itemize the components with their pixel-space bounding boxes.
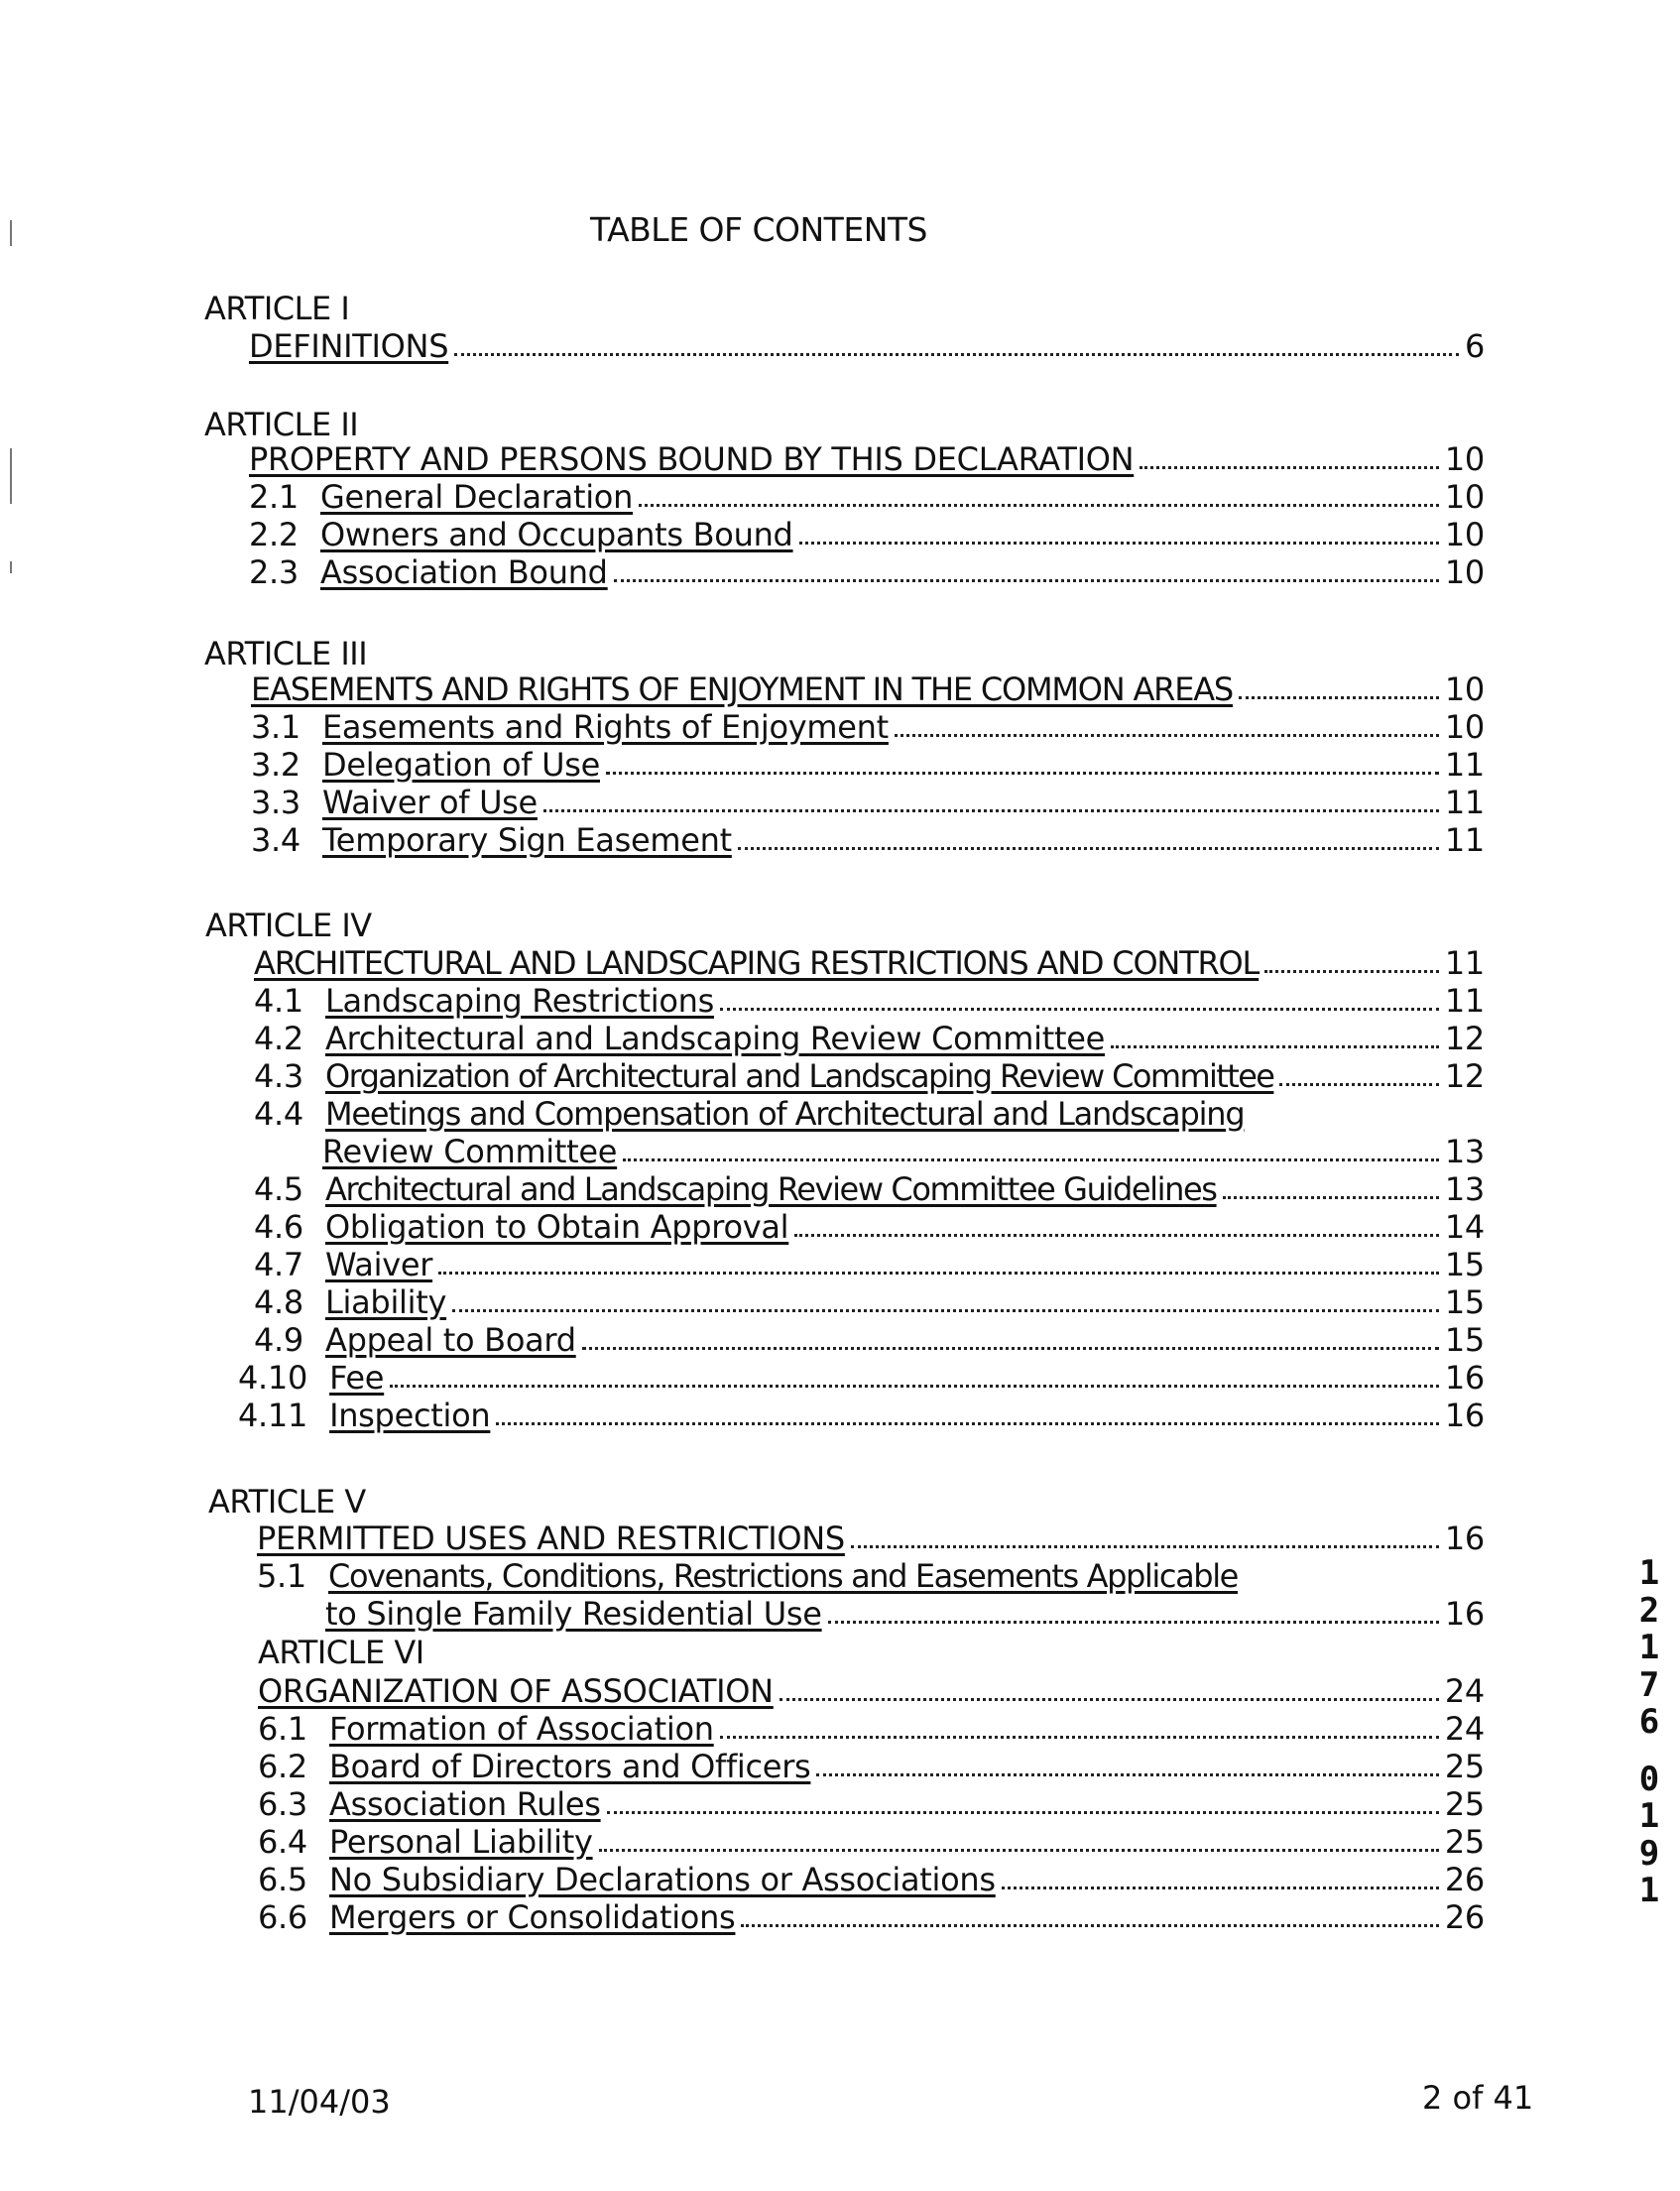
dot-leader — [452, 1309, 1439, 1312]
toc-entry-title[interactable]: Architectural and Landscaping Review Committee — [325, 1020, 1106, 1057]
toc-entry-title[interactable]: Meetings and Compensation of Architectural and Landscaping — [325, 1095, 1245, 1133]
toc-entry-title[interactable]: Delegation of Use — [322, 746, 600, 784]
toc-entry-title[interactable]: PERMITTED USES AND RESTRICTIONS — [257, 1520, 845, 1557]
scan-mark — [10, 561, 12, 573]
article-heading: ARTICLE VI — [258, 1634, 424, 1671]
toc-page-number: 24 — [1444, 1710, 1485, 1748]
section-number: 5.1 — [257, 1557, 306, 1595]
dot-leader — [454, 353, 1459, 356]
dot-leader — [543, 809, 1439, 812]
dot-leader — [1111, 1045, 1439, 1048]
toc-page-number: 6 — [1464, 327, 1485, 365]
toc-entry[interactable] — [249, 327, 1485, 365]
toc-entry-title-continued[interactable]: to Single Family Residential Use — [325, 1595, 822, 1633]
toc-page-number: 25 — [1444, 1748, 1485, 1785]
toc-entry[interactable] — [238, 1359, 1485, 1397]
toc-page-number: 16 — [1444, 1595, 1485, 1633]
toc-page-number: 14 — [1444, 1208, 1485, 1246]
section-number: 3.1 — [251, 708, 300, 746]
toc-page-number: 13 — [1444, 1133, 1485, 1170]
toc-entry-title[interactable]: Inspection — [329, 1397, 491, 1434]
stamp-digit: 7 — [1638, 1664, 1660, 1705]
toc-entry[interactable] — [254, 1057, 1485, 1095]
toc-entry-title[interactable]: Board of Directors and Officers — [329, 1748, 811, 1785]
toc-entry-title[interactable]: Easements and Rights of Enjoyment — [322, 708, 889, 746]
stamp-digit: 1 — [1638, 1796, 1660, 1836]
dot-leader — [895, 734, 1439, 737]
section-number: 4.2 — [254, 1020, 303, 1057]
toc-entry-title[interactable]: Landscaping Restrictions — [325, 982, 714, 1020]
toc-page-number: 10 — [1444, 670, 1485, 708]
article-heading: ARTICLE V — [208, 1483, 366, 1521]
toc-entry[interactable] — [257, 1520, 1485, 1557]
dot-leader — [1140, 466, 1439, 469]
toc-page-number: 25 — [1444, 1823, 1485, 1861]
toc-entry[interactable] — [258, 1823, 1485, 1861]
toc-entry-title[interactable]: Association Bound — [320, 553, 608, 591]
section-number: 4.11 — [238, 1397, 308, 1434]
section-number: 2.3 — [249, 553, 299, 591]
section-number: 6.6 — [258, 1898, 307, 1936]
section-number: 4.1 — [254, 982, 303, 1020]
dot-leader — [599, 1849, 1439, 1852]
toc-page-number: 12 — [1444, 1020, 1485, 1057]
toc-entry[interactable] — [254, 944, 1485, 982]
toc-entry-title[interactable]: ARCHITECTURAL AND LANDSCAPING RESTRICTIONS AND CONTROL — [254, 944, 1260, 982]
toc-page-number: 11 — [1444, 784, 1485, 821]
toc-page-number: 15 — [1444, 1283, 1485, 1321]
toc-entry-title[interactable]: Obligation to Obtain Approval — [325, 1208, 789, 1246]
toc-entry[interactable] — [258, 1861, 1485, 1898]
dot-leader — [720, 1008, 1439, 1011]
section-number: 6.3 — [258, 1785, 307, 1823]
toc-entry-title-continued[interactable]: Review Committee — [322, 1133, 618, 1170]
toc-entry-title[interactable]: Mergers or Consolidations — [329, 1898, 736, 1936]
toc-page-number: 10 — [1444, 553, 1485, 591]
section-number: 4.4 — [254, 1095, 303, 1133]
section-number: 6.2 — [258, 1748, 307, 1785]
article-heading: ARTICLE I — [204, 290, 350, 327]
toc-entry-title[interactable]: No Subsidiary Declarations or Associations — [329, 1861, 996, 1898]
page-title: TABLE OF CONTENTS — [590, 210, 927, 249]
dot-leader — [738, 847, 1439, 850]
section-number: 4.10 — [238, 1359, 308, 1397]
section-number: 4.8 — [254, 1283, 303, 1321]
dot-leader — [606, 772, 1439, 775]
toc-entry-title[interactable]: Association Rules — [329, 1785, 601, 1823]
toc-entry[interactable] — [254, 1246, 1485, 1283]
dot-leader — [607, 1811, 1439, 1814]
toc-entry-title[interactable]: Waiver of Use — [322, 784, 538, 821]
stamp-digit: 9 — [1638, 1833, 1660, 1874]
toc-page-number: 11 — [1444, 746, 1485, 784]
toc-entry[interactable] — [249, 553, 1485, 591]
toc-entry[interactable] — [254, 1095, 1485, 1133]
dot-leader — [720, 1736, 1439, 1739]
toc-page-number: 10 — [1444, 440, 1485, 478]
toc-entry[interactable] — [251, 821, 1485, 859]
toc-entry[interactable] — [251, 784, 1485, 821]
toc-entry[interactable] — [258, 1710, 1485, 1748]
dot-leader — [851, 1545, 1439, 1548]
toc-entry-title[interactable]: Temporary Sign Easement — [322, 821, 732, 859]
dot-leader — [1223, 1196, 1439, 1199]
stamp-digit: 2 — [1638, 1590, 1660, 1631]
toc-page-number: 13 — [1444, 1170, 1485, 1208]
dot-leader — [582, 1347, 1439, 1350]
toc-entry-title[interactable]: EASEMENTS AND RIGHTS OF ENJOYMENT IN THE COMMON AREAS — [251, 670, 1234, 708]
toc-entry-title[interactable]: ORGANIZATION OF ASSOCIATION — [258, 1672, 774, 1710]
toc-entry[interactable] — [258, 1785, 1485, 1823]
toc-entry[interactable] — [251, 746, 1485, 784]
dot-leader — [780, 1698, 1439, 1701]
stamp-gap — [1634, 1742, 1664, 1762]
section-number: 4.6 — [254, 1208, 303, 1246]
toc-entry-title[interactable]: Owners and Occupants Bound — [320, 516, 793, 553]
toc-entry-title[interactable]: Formation of Association — [329, 1710, 714, 1748]
article-heading: ARTICLE III — [204, 635, 368, 672]
dot-leader — [496, 1422, 1439, 1425]
toc-page-number: 16 — [1444, 1359, 1485, 1397]
recording-number-stamp — [1634, 1555, 1664, 1910]
dot-leader — [1279, 1083, 1438, 1086]
toc-entry[interactable] — [254, 1208, 1485, 1246]
section-number: 6.5 — [258, 1861, 307, 1898]
footer-page-number: 2 of 41 — [1422, 2079, 1534, 2117]
dot-leader — [438, 1272, 1439, 1275]
toc-entry-title[interactable]: Liability — [325, 1283, 447, 1321]
toc-entry-title[interactable]: Personal Liability — [329, 1823, 593, 1861]
toc-entry-title[interactable]: PROPERTY AND PERSONS BOUND BY THIS DECLARATION — [249, 440, 1135, 478]
toc-entry-continuation[interactable] — [322, 1133, 1485, 1170]
toc-entry[interactable] — [258, 1672, 1485, 1710]
toc-entry[interactable] — [249, 478, 1485, 516]
toc-page-number: 11 — [1444, 944, 1485, 982]
toc-entry[interactable] — [254, 1170, 1485, 1208]
stamp-digit: 1 — [1638, 1628, 1660, 1667]
toc-entry-continuation[interactable] — [325, 1595, 1485, 1633]
dot-leader — [1239, 696, 1439, 699]
toc-entry[interactable] — [258, 1748, 1485, 1785]
toc-entry-title[interactable]: General Declaration — [320, 478, 634, 516]
toc-entry-title[interactable]: Architectural and Landscaping Review Committee Guidelines — [325, 1170, 1217, 1208]
toc-entry[interactable] — [257, 1557, 1485, 1595]
toc-page-number: 12 — [1444, 1057, 1485, 1095]
scan-mark — [10, 448, 12, 504]
toc-page-number: 10 — [1444, 708, 1485, 746]
footer-date: 11/04/03 — [248, 2083, 391, 2121]
dot-leader — [741, 1924, 1438, 1927]
toc-entry-title[interactable]: Appeal to Board — [325, 1321, 576, 1359]
section-number: 4.7 — [254, 1246, 303, 1283]
toc-entry[interactable] — [254, 982, 1485, 1020]
section-number: 6.1 — [258, 1710, 307, 1748]
toc-entry-title[interactable]: Organization of Architectural and Landscaping Review Committee — [325, 1057, 1274, 1095]
toc-page-number: 15 — [1444, 1321, 1485, 1359]
toc-entry-title[interactable]: Covenants, Conditions, Restrictions and Easements Applicable — [328, 1557, 1238, 1595]
toc-entry[interactable] — [258, 1898, 1485, 1936]
section-number: 4.5 — [254, 1170, 303, 1208]
toc-page-number: 16 — [1444, 1397, 1485, 1434]
article-heading: ARTICLE IV — [205, 907, 372, 944]
toc-entry[interactable] — [251, 708, 1485, 746]
stamp-digit: 0 — [1638, 1759, 1660, 1799]
toc-entry[interactable] — [254, 1020, 1485, 1057]
article-heading: ARTICLE II — [204, 406, 359, 443]
stamp-digit: 6 — [1638, 1702, 1660, 1742]
toc-page-number: 24 — [1444, 1672, 1485, 1710]
section-number: 3.2 — [251, 746, 300, 784]
section-number: 2.1 — [249, 478, 299, 516]
section-number: 4.3 — [254, 1057, 303, 1095]
toc-entry[interactable] — [238, 1397, 1485, 1434]
dot-leader — [639, 504, 1439, 507]
toc-page-number: 10 — [1444, 478, 1485, 516]
toc-entry[interactable] — [249, 516, 1485, 553]
toc-page-number: 26 — [1444, 1898, 1485, 1936]
toc-entry-title[interactable]: Fee — [329, 1359, 385, 1397]
toc-page-number: 26 — [1444, 1861, 1485, 1898]
toc-entry[interactable] — [251, 670, 1485, 708]
dot-leader — [816, 1773, 1438, 1776]
dot-leader — [1002, 1887, 1439, 1889]
toc-page-number: 15 — [1444, 1246, 1485, 1283]
toc-entry-title[interactable]: Waiver — [325, 1246, 433, 1283]
section-number: 3.4 — [251, 821, 300, 859]
toc-page-number: 11 — [1444, 821, 1485, 859]
dot-leader — [799, 542, 1439, 545]
toc-page-number: 16 — [1444, 1520, 1485, 1557]
toc-entry[interactable] — [254, 1321, 1485, 1359]
section-number: 4.9 — [254, 1321, 303, 1359]
stamp-digit: 1 — [1638, 1871, 1660, 1910]
toc-entry[interactable] — [249, 440, 1485, 478]
toc-page-number: 11 — [1444, 982, 1485, 1020]
stamp-digit: 1 — [1638, 1553, 1660, 1593]
toc-entry-title[interactable]: DEFINITIONS — [249, 327, 449, 365]
dot-leader — [828, 1621, 1439, 1624]
section-number: 2.2 — [249, 516, 299, 553]
dot-leader — [390, 1385, 1439, 1388]
section-number: 3.3 — [251, 784, 300, 821]
dot-leader — [614, 579, 1439, 582]
toc-page-number: 25 — [1444, 1785, 1485, 1823]
toc-entry[interactable] — [254, 1283, 1485, 1321]
dot-leader — [1264, 970, 1439, 973]
toc-page-number: 10 — [1444, 516, 1485, 553]
dot-leader — [623, 1158, 1439, 1161]
dot-leader — [794, 1234, 1439, 1237]
section-number: 6.4 — [258, 1823, 307, 1861]
